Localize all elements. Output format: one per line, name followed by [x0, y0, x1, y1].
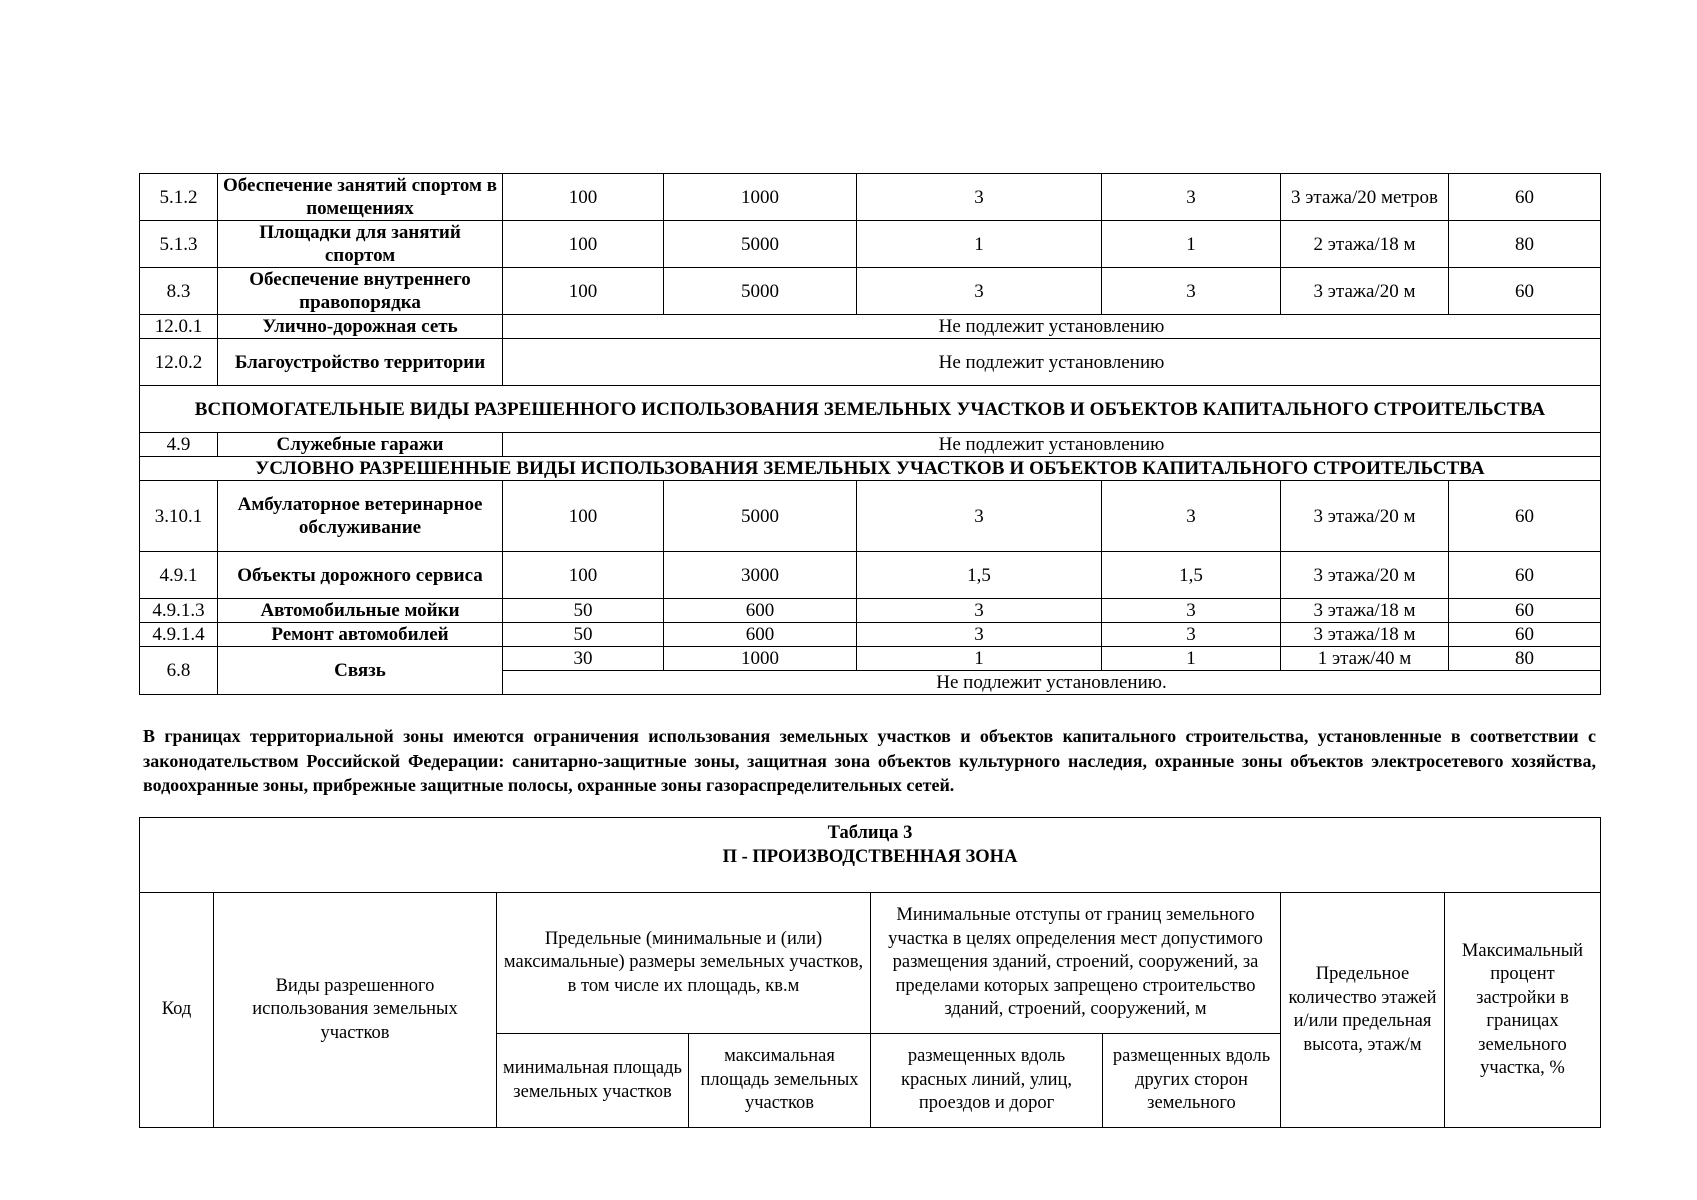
land-use-table-continued [139, 173, 1601, 695]
production-zone-table [139, 817, 1601, 1128]
floors-cell: 3 этажа/18 м [1281, 599, 1449, 623]
min-area-cell: 30 [503, 647, 664, 671]
table-row [140, 623, 1601, 647]
red-line-setback-cell: 3 [857, 599, 1102, 623]
percent-cell: 60 [1449, 268, 1601, 315]
other-setback-cell: 3 [1102, 174, 1281, 221]
table-row [140, 315, 1601, 339]
section-heading-auxiliary: ВСПОМОГАТЕЛЬНЫЕ ВИДЫ РАЗРЕШЕННОГО ИСПОЛЬЗОВАНИЯ ЗЕМЕЛЬНЫХ УЧАСТКОВ И ОБЪЕКТОВ КАПИТАЛЬНОГО СТРОИТЕЛЬСТВА [140, 386, 1601, 433]
floors-cell: 1 этаж/40 м [1281, 647, 1449, 671]
floors-cell: 3 этажа/20 м [1281, 268, 1449, 315]
section-heading-row [140, 386, 1601, 433]
red-line-setback-cell: 3 [857, 268, 1102, 315]
header-row [140, 893, 1601, 1034]
percent-cell: 60 [1449, 481, 1601, 552]
max-area-cell: 600 [664, 599, 857, 623]
zone-name: П - ПРОИЗВОДСТВЕННАЯ ЗОНА [722, 846, 1018, 867]
max-area-cell: 3000 [664, 552, 857, 599]
code-cell: 3.10.1 [140, 481, 218, 552]
code-cell: 4.9 [140, 433, 218, 457]
min-area-cell: 100 [503, 552, 664, 599]
percent-cell: 60 [1449, 599, 1601, 623]
use-name-cell: Объекты дорожного сервиса [218, 552, 503, 599]
other-setback-cell: 3 [1102, 268, 1281, 315]
code-cell: 5.1.3 [140, 221, 218, 268]
header-plot-sizes: Предельные (минимальные и (или) максимальные) размеры земельных участков, в том числе их площадь, кв.м [497, 893, 871, 1034]
code-cell: 12.0.2 [140, 339, 218, 386]
section-heading-row [140, 457, 1601, 481]
table-number: Таблица 3 [827, 823, 913, 843]
not-applicable-cell: Не подлежит установлению. [503, 671, 1601, 695]
max-area-cell: 5000 [664, 481, 857, 552]
restrictions-note: В границах территориальной зоны имеются ограничения использования земельных участков и объектов капитального строительства, установленные в соответствии с законодательством Российской Федерации: санитарно-защитные зоны, защитная зона объектов культурного наследия, охранные зоны объектов электросетевого хозяйства, водоохранные зоны, прибрежные защитные полосы, охранные зоны газораспределительных сетей. [143, 726, 1596, 795]
percent-cell: 60 [1449, 623, 1601, 647]
other-setback-cell: 1,5 [1102, 552, 1281, 599]
floors-cell: 3 этажа/18 м [1281, 623, 1449, 647]
floors-cell: 3 этажа/20 м [1281, 481, 1449, 552]
not-applicable-cell: Не подлежит установлению [503, 339, 1601, 386]
header-permitted-use: Виды разрешенного использования земельных участков [214, 893, 497, 1128]
use-name-cell: Автомобильные мойки [218, 599, 503, 623]
header-max-percent: Максимальный процент застройки в границах земельного участка, % [1445, 893, 1601, 1128]
red-line-setback-cell: 3 [857, 481, 1102, 552]
min-area-cell: 100 [503, 221, 664, 268]
table-row [140, 268, 1601, 315]
not-applicable-cell: Не подлежит установлению [503, 315, 1601, 339]
floors-cell: 3 этажа/20 метров [1281, 174, 1449, 221]
use-name-cell: Ремонт автомобилей [218, 623, 503, 647]
red-line-setback-cell: 1 [857, 221, 1102, 268]
max-area-cell: 5000 [664, 268, 857, 315]
table-row [140, 552, 1601, 599]
min-area-cell: 50 [503, 623, 664, 647]
percent-cell: 80 [1449, 647, 1601, 671]
table-title-row [140, 818, 1601, 893]
floors-cell: 2 этажа/18 м [1281, 221, 1449, 268]
table-title [140, 818, 1601, 893]
min-area-cell: 100 [503, 481, 664, 552]
table-row [140, 599, 1601, 623]
other-setback-cell: 3 [1102, 599, 1281, 623]
header-max-floors: Предельное количество этажей и/или предельная высота, этаж/м [1281, 893, 1445, 1128]
header-setbacks: Минимальные отступы от границ земельного участка в целях определения мест допустимого размещения зданий, строений, сооружений, за пределами которых запрещено строительство зданий, строений, сооружений, м [871, 893, 1281, 1034]
table-row [140, 647, 1601, 671]
max-area-cell: 1000 [664, 647, 857, 671]
percent-cell: 80 [1449, 221, 1601, 268]
other-setback-cell: 1 [1102, 221, 1281, 268]
use-name-cell: Служебные гаражи [218, 433, 503, 457]
section-heading-conditional: УСЛОВНО РАЗРЕШЕННЫЕ ВИДЫ ИСПОЛЬЗОВАНИЯ ЗЕМЕЛЬНЫХ УЧАСТКОВ И ОБЪЕКТОВ КАПИТАЛЬНОГО СТРОИТЕЛЬСТВА [140, 457, 1601, 481]
table-row [140, 221, 1601, 268]
use-name-cell: Площадки для занятий спортом [218, 221, 503, 268]
use-name-cell: Амбулаторное ветеринарное обслуживание [218, 481, 503, 552]
min-area-cell: 50 [503, 599, 664, 623]
other-setback-cell: 1 [1102, 647, 1281, 671]
max-area-cell: 600 [664, 623, 857, 647]
header-other-sides: размещенных вдоль других сторон земельного [1103, 1034, 1281, 1128]
other-setback-cell: 3 [1102, 623, 1281, 647]
table-row [140, 174, 1601, 221]
not-applicable-cell: Не подлежит установлению [503, 433, 1601, 457]
other-setback-cell: 3 [1102, 481, 1281, 552]
use-name-cell: Обеспечение занятий спортом в помещениях [218, 174, 503, 221]
floors-cell: 3 этажа/20 м [1281, 552, 1449, 599]
code-cell: 4.9.1.4 [140, 623, 218, 647]
code-cell: 4.9.1.3 [140, 599, 218, 623]
header-max-area: максимальная площадь земельных участков [689, 1034, 871, 1128]
use-name-cell: Улично-дорожная сеть [218, 315, 503, 339]
percent-cell: 60 [1449, 552, 1601, 599]
code-cell: 12.0.1 [140, 315, 218, 339]
red-line-setback-cell: 1 [857, 647, 1102, 671]
table-row [140, 339, 1601, 386]
use-name-cell: Обеспечение внутреннего правопорядка [218, 268, 503, 315]
table-row [140, 433, 1601, 457]
header-code: Код [140, 893, 214, 1128]
min-area-cell: 100 [503, 174, 664, 221]
header-min-area: минимальная площадь земельных участков [497, 1034, 689, 1128]
max-area-cell: 5000 [664, 221, 857, 268]
red-line-setback-cell: 3 [857, 174, 1102, 221]
min-area-cell: 100 [503, 268, 664, 315]
percent-cell: 60 [1449, 174, 1601, 221]
code-cell: 6.8 [140, 647, 218, 695]
red-line-setback-cell: 3 [857, 623, 1102, 647]
code-cell: 5.1.2 [140, 174, 218, 221]
max-area-cell: 1000 [664, 174, 857, 221]
code-cell: 4.9.1 [140, 552, 218, 599]
table-row [140, 481, 1601, 552]
code-cell: 8.3 [140, 268, 218, 315]
red-line-setback-cell: 1,5 [857, 552, 1102, 599]
use-name-cell: Связь [218, 647, 503, 695]
use-name-cell: Благоустройство территории [218, 339, 503, 386]
header-red-lines: размещенных вдоль красных линий, улиц, проездов и дорог [871, 1034, 1103, 1128]
